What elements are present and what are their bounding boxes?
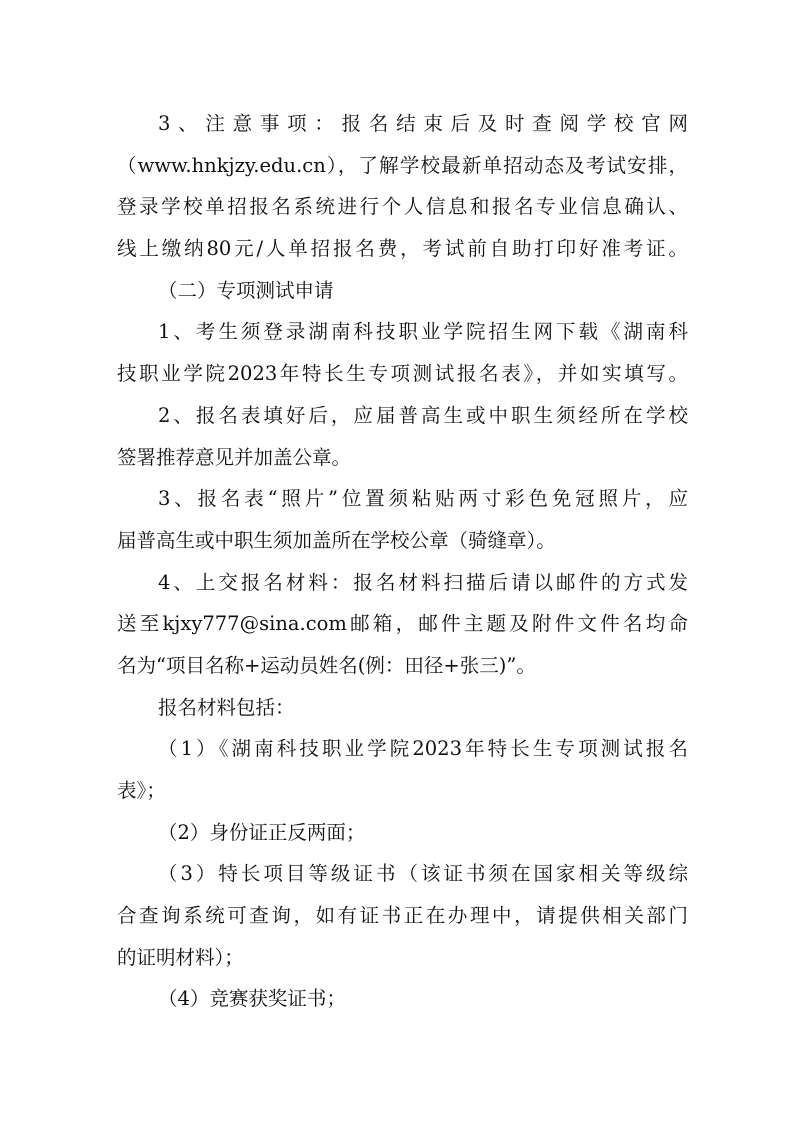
text-line: 送至kjxy777@sina.com邮箱，邮件主题及附件文件名均命 bbox=[117, 612, 688, 636]
text-line: 4、上交报名材料：报名材料扫描后请以邮件的方式发 bbox=[158, 570, 688, 594]
text-line: 签署推荐意见并加盖公章。 bbox=[117, 445, 352, 469]
text-line: 报名材料包括： bbox=[158, 695, 295, 719]
text-line: 3、注意事项：报名结束后及时查阅学校官网 bbox=[158, 112, 688, 135]
text-line: 登录学校单招报名系统进行个人信息和报名专业信息确认、 bbox=[117, 195, 688, 219]
text-line: 的证明材料）； bbox=[117, 945, 244, 969]
document-page bbox=[117, 103, 688, 1020]
text-line: （1）《湖南科技职业学院2023年特长生专项测试报名 bbox=[158, 737, 688, 761]
text-line: 2、报名表填好后，应届普高生或中职生须经所在学校 bbox=[158, 403, 688, 427]
text-line: （www.hnkjzy.edu.cn），了解学校最新单招动态及考试安排， bbox=[117, 153, 688, 177]
text-line: （4）竞赛获奖证书； bbox=[158, 987, 346, 1011]
text-line: 名为“项目名称+运动员姓名(例：田径+张三)”。 bbox=[117, 653, 536, 677]
text-line: 表》； bbox=[117, 779, 166, 802]
text-line: 3、报名表“照片”位置须粘贴两寸彩色免冠照片，应 bbox=[158, 487, 688, 511]
text-line: 1、考生须登录湖南科技职业学院招生网下载《湖南科 bbox=[158, 320, 688, 344]
text-line: 线上缴纳80元/人单招报名费，考试前自助打印好准考证。 bbox=[117, 237, 688, 261]
text-line: 合查询系统可查询，如有证书正在办理中，请提供相关部门 bbox=[117, 904, 688, 928]
text-line: （二）专项测试申请 bbox=[158, 278, 334, 302]
text-line: 届普高生或中职生须加盖所在学校公章（骑缝章）。 bbox=[117, 528, 556, 552]
text-line: 技职业学院2023年特长生专项测试报名表》，并如实填写。 bbox=[117, 362, 688, 386]
text-line: （2）身份证正反两面； bbox=[158, 820, 366, 844]
text-line: （3）特长项目等级证书（该证书须在国家相关等级综 bbox=[158, 862, 688, 886]
